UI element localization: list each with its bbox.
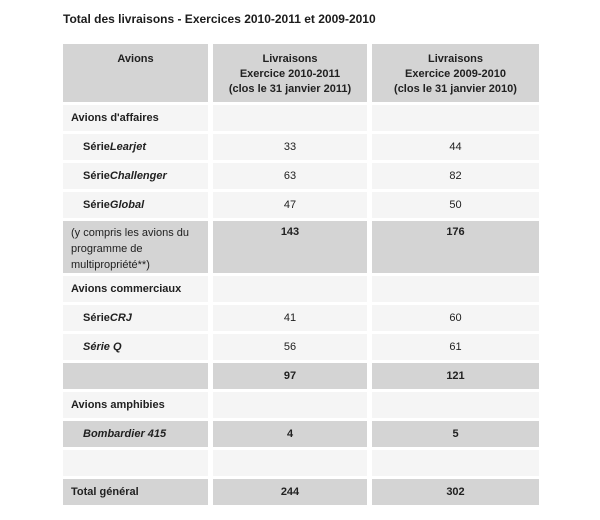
header-line: Exercice 2010-2011 [239, 68, 341, 80]
deliveries-table [63, 44, 539, 505]
cell-value-fy2010: 50 [372, 192, 539, 218]
column-header-avions [63, 44, 208, 102]
header-line: Livraisons [262, 53, 318, 65]
cell-value-fy2011 [213, 450, 367, 476]
series-word: Série [83, 141, 110, 153]
cell-value-fy2011: 41 [213, 305, 367, 331]
series-name: Learjet [109, 141, 146, 153]
cell-label: Avions d'affaires [63, 105, 208, 131]
cell-value-fy2010 [372, 450, 539, 476]
cell-value-fy2011 [213, 276, 367, 302]
series-word: Série [83, 170, 110, 182]
cell-value-fy2011: 4 [213, 421, 367, 447]
cell-value-fy2010: 121 [372, 363, 539, 389]
cell-value-fy2011: 63 [213, 163, 367, 189]
cell-value-fy2010 [372, 276, 539, 302]
cell-label [63, 192, 208, 218]
cell-label [63, 305, 208, 331]
cell-value-fy2011: 47 [213, 192, 367, 218]
page-title: Total des livraisons - Exercices 2010-2011 et 2009-2010 [63, 12, 376, 26]
cell-value-fy2011: 33 [213, 134, 367, 160]
series-word: Série [83, 312, 110, 324]
cell-value-fy2011: 97 [213, 363, 367, 389]
column-header-fy2010-2011 [213, 44, 367, 102]
cell-label: Avions commerciaux [63, 276, 208, 302]
cell-value-fy2010: 60 [372, 305, 539, 331]
header-line: Exercice 2009-2010 [405, 68, 506, 80]
cell-value-fy2011: 56 [213, 334, 367, 360]
header-line: Livraisons [427, 53, 484, 65]
series-word: Série [83, 199, 110, 211]
cell-label [63, 134, 208, 160]
series-name: Challenger [109, 170, 167, 182]
cell-label [63, 163, 208, 189]
series-name: Global [109, 199, 145, 211]
column-header-avions-label: Avions [117, 53, 154, 65]
cell-value-fy2010: 61 [372, 334, 539, 360]
header-line: (clos le 31 janvier 2011) [228, 83, 352, 95]
cell-value-fy2010: 44 [372, 134, 539, 160]
cell-label [63, 450, 208, 476]
series-name: CRJ [109, 312, 132, 324]
cell-value-fy2011 [213, 392, 367, 418]
cell-value-fy2010 [372, 392, 539, 418]
cell-value-fy2011: 143 [213, 221, 367, 273]
column-header-fy2009-2010 [372, 44, 539, 102]
cell-label: Total général [63, 479, 208, 505]
cell-value-fy2011 [213, 105, 367, 131]
cell-value-fy2010: 82 [372, 163, 539, 189]
cell-label: Série Q [63, 334, 208, 360]
cell-label [63, 363, 208, 389]
cell-value-fy2010: 302 [372, 479, 539, 505]
cell-label: Avions amphibies [63, 392, 208, 418]
cell-label: Bombardier 415 [63, 421, 208, 447]
cell-value-fy2011: 244 [213, 479, 367, 505]
header-line: (clos le 31 janvier 2010) [394, 83, 517, 95]
cell-value-fy2010: 176 [372, 221, 539, 273]
cell-label: (y compris les avions du programme de multipropriété**) [63, 221, 208, 273]
cell-value-fy2010 [372, 105, 539, 131]
cell-value-fy2010: 5 [372, 421, 539, 447]
